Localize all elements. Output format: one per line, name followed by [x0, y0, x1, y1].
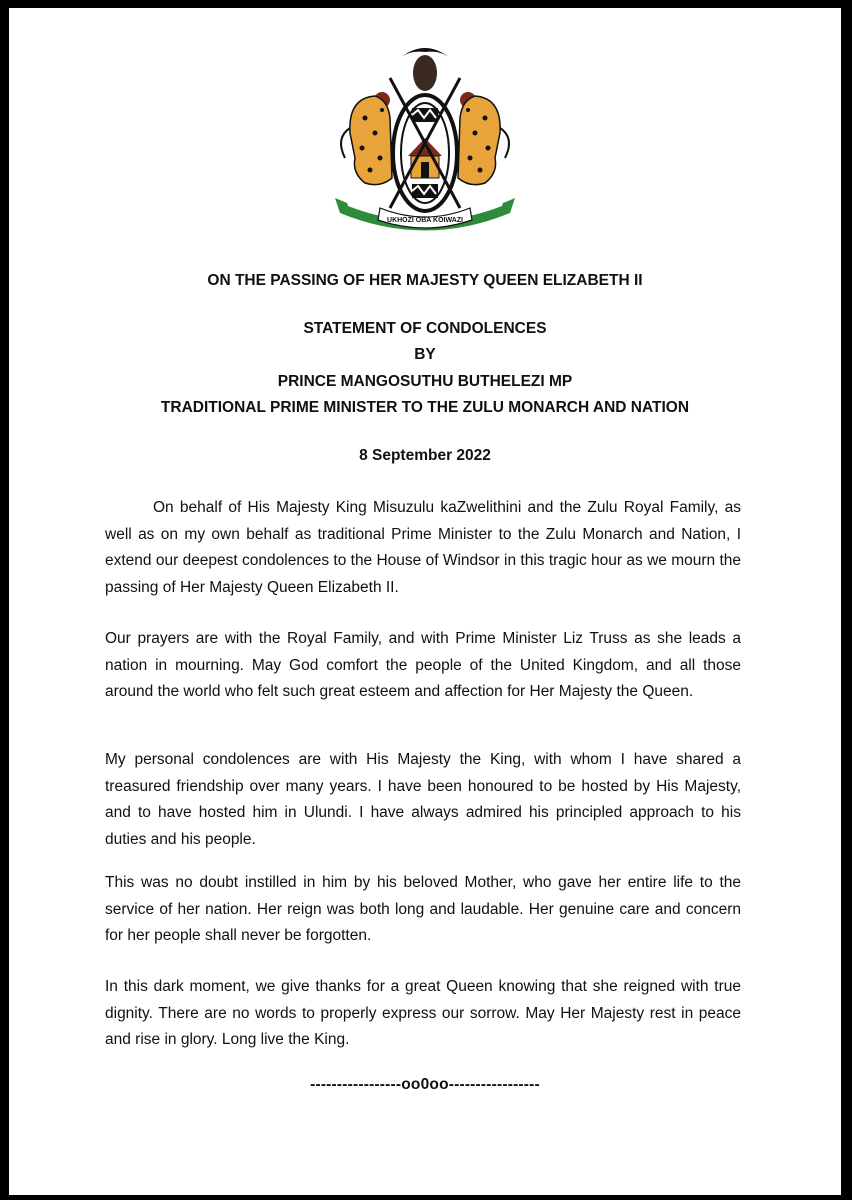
svg-text:UKHOZI OBA KOIWAZI: UKHOZI OBA KOIWAZI [387, 217, 463, 224]
statement-heading: STATEMENT OF CONDOLENCES [303, 320, 547, 337]
statement-date: 8 September 2022 [359, 447, 491, 464]
frame-left-border [0, 0, 9, 1200]
body-paragraph: My personal condolences are with His Majesty the King, with whom I have shared a treasured friendship over many years. I have been honoured to be hosted by His Majesty, and to have hosted him in Ulundi. I have always admired his principled approach to his duties and his people. [105, 751, 741, 848]
frame-top-border [0, 0, 852, 8]
zulu-coat-of-arms-icon [330, 38, 520, 238]
frame-bottom-border [0, 1195, 852, 1200]
end-of-document-mark: -----------------oo0oo----------------- [310, 1076, 540, 1093]
by-line: BY [414, 346, 436, 363]
document-title: ON THE PASSING OF HER MAJESTY QUEEN ELIZABETH II [207, 272, 643, 289]
body-paragraph: Our prayers are with the Royal Family, and with Prime Minister Liz Truss as she leads a nation in mourning. May God comfort the people of the United Kingdom, and all those around the world who felt such great esteem and affection for Her Majesty the Queen. [105, 630, 741, 700]
body-paragraph: On behalf of His Majesty King Misuzulu kaZwelithini and the Zulu Royal Family, as well as on my own behalf as traditional Prime Minister to the Zulu Monarch and Nation, I extend our deepest condolences to the House of Windsor in this tragic hour as we mourn the passing of Her Majesty Queen Elizabeth II. [105, 499, 741, 596]
body-paragraph: In this dark moment, we give thanks for a great Queen knowing that she reigned with true dignity. There are no words to properly express our sorrow. May Her Majesty rest in peace and rise in glory. Long live the King. [105, 978, 741, 1048]
author-name: PRINCE MANGOSUTHU BUTHELEZI MP [277, 373, 573, 390]
frame-right-border [841, 0, 852, 1200]
author-role: TRADITIONAL PRIME MINISTER TO THE ZULU MONARCH AND NATION [160, 399, 690, 416]
body-paragraph: This was no doubt instilled in him by his beloved Mother, who gave her entire life to the service of her nation. Her reign was both long and laudable. Her genuine care and concern for her people shall never be forgotten. [105, 874, 741, 944]
